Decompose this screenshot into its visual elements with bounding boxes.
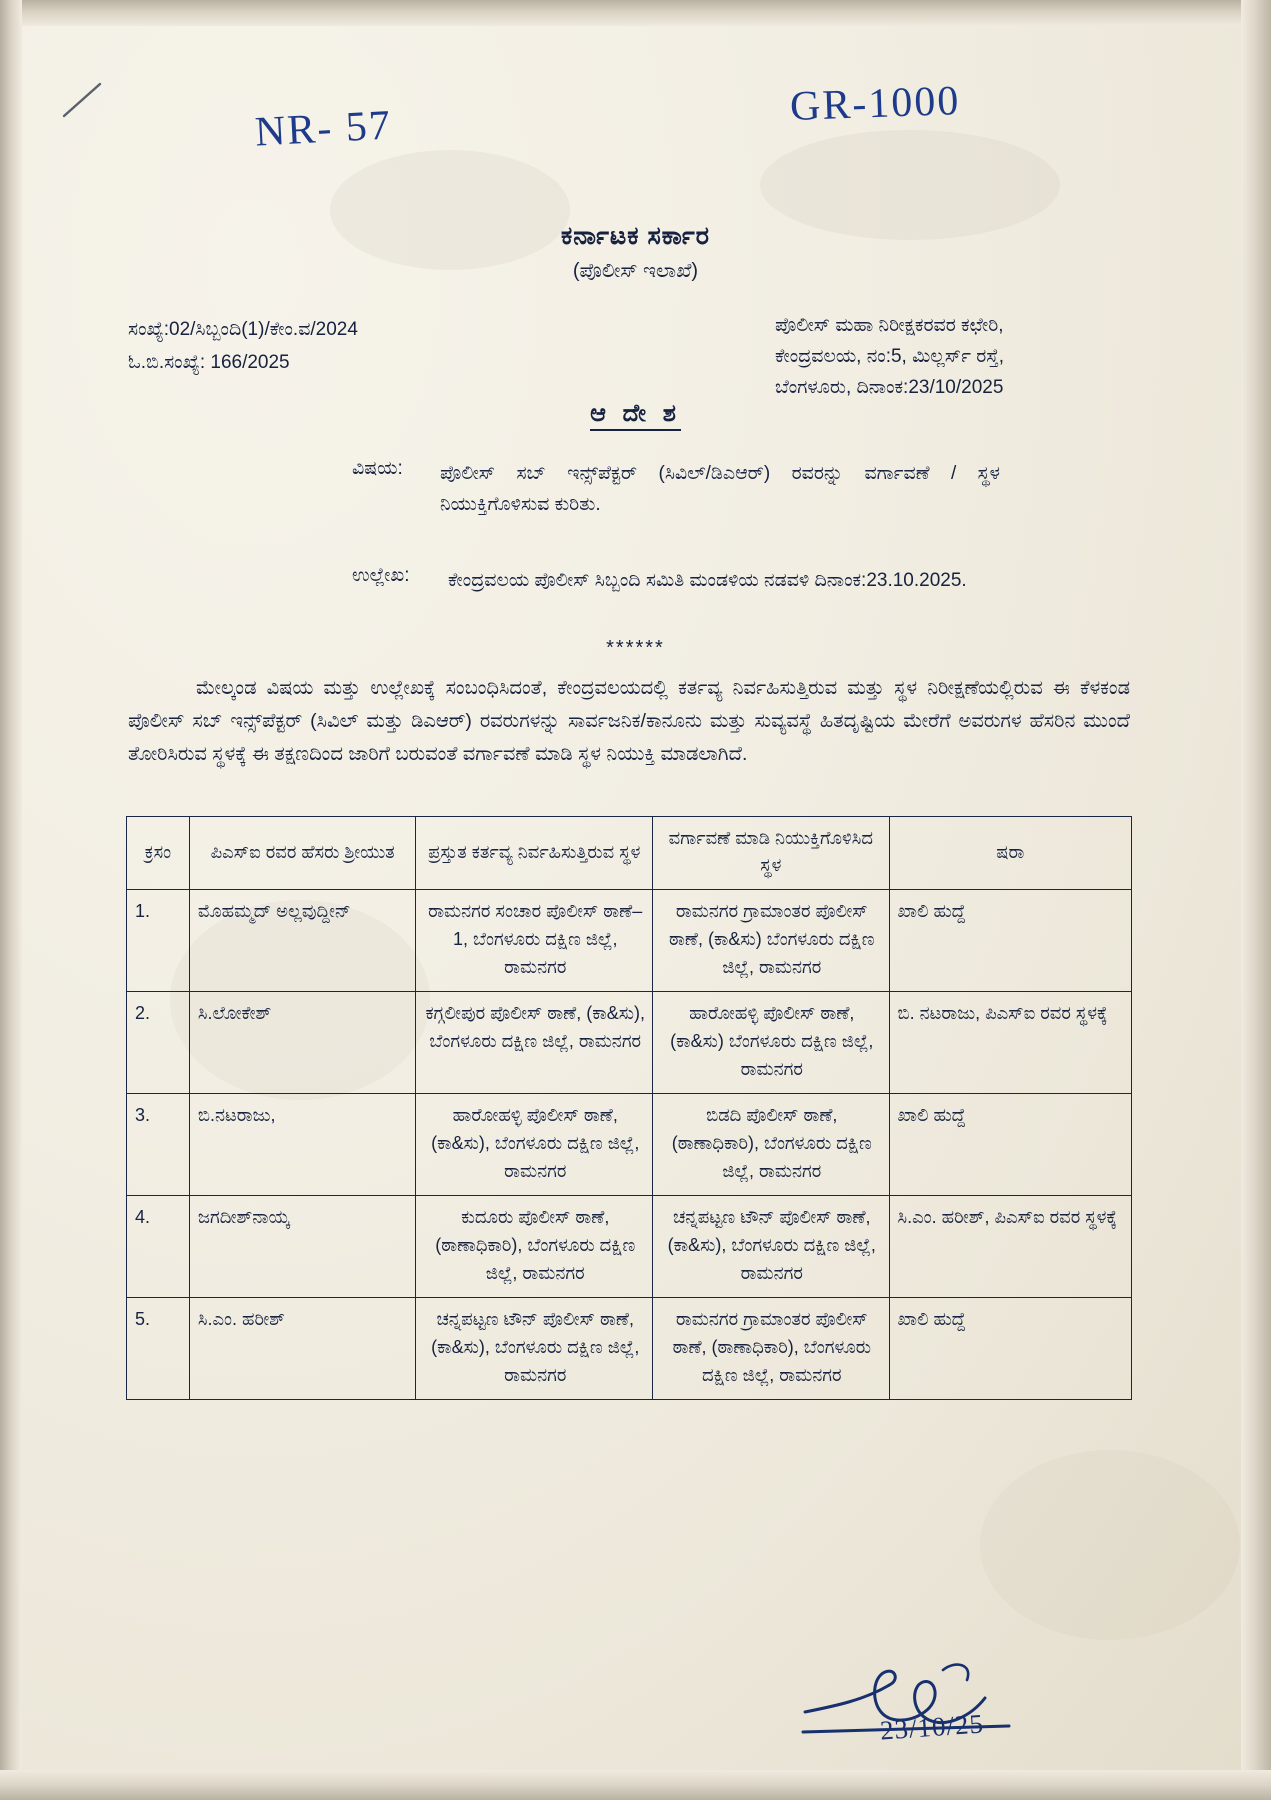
order-heading: [0, 400, 1271, 428]
table-body: [127, 890, 1132, 1400]
table-row: [127, 992, 1132, 1094]
column-header-new: ವರ್ಗಾವಣೆ ಮಾಡಿ ನಿಯುಕ್ತಿಗೊಳಿಸಿದ ಸ್ಥಳ: [653, 817, 890, 890]
handwritten-gr-number: GR-1000: [789, 78, 962, 130]
cell-serial: 1.: [127, 890, 190, 992]
reference-number-block: [128, 313, 358, 379]
cell-name: ಸಿ.ಎಂ. ಹರೀಶ್: [189, 1298, 416, 1400]
cell-remarks: ಖಾಲಿ ಹುದ್ದೆ: [889, 890, 1131, 992]
cell-serial: 4.: [127, 1196, 190, 1298]
issuing-office-block: [775, 310, 1004, 403]
subject-text: ಪೊಲೀಸ್ ಸಬ್ ಇನ್ಸ್‌ಪೆಕ್ಟರ್ (ಸಿವಿಲ್/ಡಿಎಆರ್) ರವರನ್ನು ವರ್ಗಾವಣೆ / ಸ್ಥಳ ನಿಯುಕ್ತಿಗೊಳಿಸುವ ಕುರಿತು.: [440, 463, 1000, 515]
cell-new: ರಾಮನಗರ ಗ್ರಾಮಾಂತರ ಪೊಲೀಸ್ ಠಾಣೆ, (ಠಾಣಾಧಿಕಾರಿ), ಬೆಂಗಳೂರು ದಕ್ಷಿಣ ಜಿಲ್ಲೆ, ರಾಮನಗರ: [653, 1298, 890, 1400]
cell-new: ಚನ್ನಪಟ್ಟಣ ಟೌನ್ ಪೊಲೀಸ್ ಠಾಣೆ, (ಕಾ&ಸು), ಬೆಂಗಳೂರು ದಕ್ಷಿಣ ಜಿಲ್ಲೆ, ರಾಮನಗರ: [653, 1196, 890, 1298]
cell-remarks: ಖಾಲಿ ಹುದ್ದೆ: [889, 1298, 1131, 1400]
order-heading-text: ಆ ದೇ ಶ: [590, 400, 681, 431]
cell-remarks: ಖಾಲಿ ಹುದ್ದೆ: [889, 1094, 1131, 1196]
column-header-remarks: ಷರಾ: [889, 817, 1131, 890]
cell-name: ಜಗದೀಶ್‌ನಾಯ್ಕ: [189, 1196, 416, 1298]
table-header-row: [127, 817, 1132, 890]
cell-new: ಹಾರೋಹಳ್ಳಿ ಪೊಲೀಸ್ ಠಾಣೆ, (ಕಾ&ಸು) ಬೆಂಗಳೂರು ದಕ್ಷಿಣ ಜಿಲ್ಲೆ, ರಾಮನಗರ: [653, 992, 890, 1094]
cell-name: ಸಿ.ಲೋಕೇಶ್: [189, 992, 416, 1094]
cell-current: ಹಾರೋಹಳ್ಳಿ ಪೊಲೀಸ್ ಠಾಣೆ, (ಕಾ&ಸು), ಬೆಂಗಳೂರು ದಕ್ಷಿಣ ಜಿಲ್ಲೆ, ರಾಮನಗರ: [416, 1094, 653, 1196]
section-separator: ******: [606, 637, 665, 659]
table-row: [127, 1094, 1132, 1196]
table-row: [127, 1298, 1132, 1400]
government-title: ಕರ್ನಾಟಕ ಸರ್ಕಾರ: [561, 222, 710, 250]
column-header-serial: ಕ್ರಸಂ: [127, 817, 190, 890]
signature-date: 23/10/25: [879, 1708, 985, 1746]
column-header-name: ಪಿಎಸ್ಐ ರವರ ಹೆಸರು ಶ್ರೀಯುತ: [189, 817, 416, 890]
office-line-2: ಕೇಂದ್ರವಲಯ, ನಂ:5, ಮಿಲ್ಲರ್ಸ್ ರಸ್ತೆ,: [775, 346, 1005, 367]
handwritten-nr-number: NR- 57: [253, 102, 393, 156]
subject-label: ವಿಷಯ:: [352, 458, 403, 479]
cell-current: ಚನ್ನಪಟ್ಟಣ ಟೌನ್ ಪೊಲೀಸ್ ಠಾಣೆ, (ಕಾ&ಸು), ಬೆಂಗಳೂರು ದಕ್ಷಿಣ ಜಿಲ್ಲೆ, ರಾಮನಗರ: [416, 1298, 653, 1400]
cell-remarks: ಸಿ.ಎಂ. ಹರೀಶ್, ಪಿಎಸ್ಐ ರವರ ಸ್ಥಳಕ್ಕೆ: [889, 1196, 1131, 1298]
order-body-paragraph: ಮೇಲ್ಕಂಡ ವಿಷಯ ಮತ್ತು ಉಲ್ಲೇಖಕ್ಕೆ ಸಂಬಂಧಿಸಿದಂತೆ, ಕೇಂದ್ರವಲಯದಲ್ಲಿ ಕರ್ತವ್ಯ ನಿರ್ವಹಿಸುತ್ತಿರುವ ಮತ್ತು ಸ್ಥಳ ನಿರೀಕ್ಷಣೆಯಲ್ಲಿರುವ ಈ ಕೆಳಕಂಡ ಪೊಲೀಸ್ ಸಬ್ ಇನ್ಸ್‌ಪೆಕ್ಟರ್ (ಸಿವಿಲ್ ಮತ್ತು ಡಿಎಆರ್) ರವರುಗಳನ್ನು ಸಾರ್ವಜನಿಕ/ಕಾನೂನು ಮತ್ತು ಸುವ್ಯವಸ್ಥೆ ಹಿತದೃಷ್ಟಿಯ ಮೇರೆಗೆ ಅವರುಗಳ ಹೆಸರಿನ ಮುಂದೆ ತೋರಿಸಿರುವ ಸ್ಥಳಕ್ಕೆ ಈ ತಕ್ಷಣದಿಂದ ಜಾರಿಗೆ ಬರುವಂತೆ ವರ್ಗಾವಣೆ ಮಾಡಿ ಸ್ಥಳ ನಿಯುಕ್ತಿ ಮಾಡಲಾಗಿದೆ.: [128, 677, 1130, 765]
cell-serial: 5.: [127, 1298, 190, 1400]
ob-number: ಓ.ಬಿ.ಸಂಖ್ಯೆ: 166/2025: [128, 352, 290, 373]
office-line-3: ಬೆಂಗಳೂರು, ದಿನಾಂಕ:23/10/2025: [775, 377, 1004, 398]
transfer-table: [126, 816, 1132, 1400]
cell-serial: 2.: [127, 992, 190, 1094]
column-header-current: ಪ್ರಸ್ತುತ ಕರ್ತವ್ಯ ನಿರ್ವಹಿಸುತ್ತಿರುವ ಸ್ಥಳ: [416, 817, 653, 890]
office-line-1: ಪೊಲೀಸ್ ಮಹಾ ನಿರೀಕ್ಷಕರವರ ಕಛೇರಿ,: [775, 315, 1004, 336]
cell-serial: 3.: [127, 1094, 190, 1196]
file-reference-number: ಸಂಖ್ಯೆ:02/ಸಿಬ್ಬಂದಿ(1)/ಕೇಂ.ವ/2024: [128, 319, 358, 340]
table-row: [127, 1196, 1132, 1298]
table-row: [127, 890, 1132, 992]
cell-current: ರಾಮನಗರ ಸಂಚಾರ ಪೊಲೀಸ್ ಠಾಣೆ–1, ಬೆಂಗಳೂರು ದಕ್ಷಿಣ ಜಿಲ್ಲೆ, ರಾಮನಗರ: [416, 890, 653, 992]
cell-current: ಕುದೂರು ಪೊಲೀಸ್ ಠಾಣೆ, (ಠಾಣಾಧಿಕಾರಿ), ಬೆಂಗಳೂರು ದಕ್ಷಿಣ ಜಿಲ್ಲೆ, ರಾಮನಗರ: [416, 1196, 653, 1298]
reference-label: ಉಲ್ಲೇಖ:: [352, 565, 410, 586]
reference-text: ಕೇಂದ್ರವಲಯ ಪೊಲೀಸ್ ಸಿಬ್ಬಂದಿ ಸಮಿತಿ ಮಂಡಳಿಯ ನಡವಳಿ ದಿನಾಂಕ:23.10.2025.: [448, 570, 967, 591]
cell-new: ಬಿಡದಿ ಪೊಲೀಸ್ ಠಾಣೆ, (ಠಾಣಾಧಿಕಾರಿ), ಬೆಂಗಳೂರು ದಕ್ಷಿಣ ಜಿಲ್ಲೆ, ರಾಮನಗರ: [653, 1094, 890, 1196]
cell-current: ಕಗ್ಗಲೀಪುರ ಪೊಲೀಸ್ ಠಾಣೆ, (ಕಾ&ಸು), ಬೆಂಗಳೂರು ದಕ್ಷಿಣ ಜಿಲ್ಲೆ, ರಾಮನಗರ: [416, 992, 653, 1094]
cell-name: ಮೊಹಮ್ಮದ್ ಅಲ್ಲವುದ್ದೀನ್: [189, 890, 416, 992]
cell-remarks: ಬಿ. ನಟರಾಜು, ಪಿಎಸ್ಐ ರವರ ಸ್ಥಳಕ್ಕೆ: [889, 992, 1131, 1094]
pencil-tick-icon: [62, 80, 104, 120]
cell-name: ಬಿ.ನಟರಾಜು,: [189, 1094, 416, 1196]
department-subtitle: (ಪೊಲೀಸ್ ಇಲಾಖೆ): [572, 260, 699, 282]
cell-new: ರಾಮನಗರ ಗ್ರಾಮಾಂತರ ಪೊಲೀಸ್ ಠಾಣೆ, (ಕಾ&ಸು) ಬೆಂಗಳೂರು ದಕ್ಷಿಣ ಜಿಲ್ಲೆ, ರಾಮನಗರ: [653, 890, 890, 992]
